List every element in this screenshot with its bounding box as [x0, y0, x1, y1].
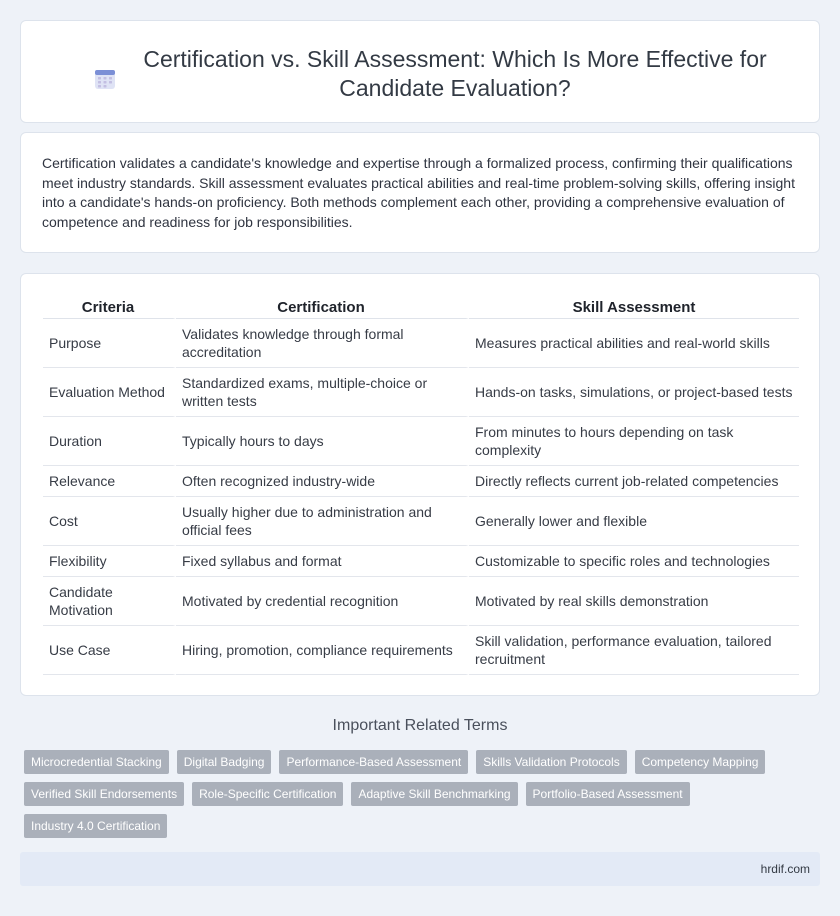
table-row	[43, 319, 799, 368]
skill-assessment-cell: Hands-on tasks, simulations, or project-based tests	[469, 368, 799, 417]
certification-cell: Hiring, promotion, compliance requirements	[176, 626, 469, 675]
table-row	[43, 626, 799, 675]
page-title: Certification vs. Skill Assessment: Which Is More Effective for Candidate Evaluation?	[143, 46, 767, 101]
title-card	[20, 20, 820, 123]
related-term-tag[interactable]: Adaptive Skill Benchmarking	[351, 782, 517, 806]
related-term-tag[interactable]: Portfolio-Based Assessment	[526, 782, 690, 806]
criteria-cell: Cost	[43, 497, 176, 546]
intro-card	[20, 132, 820, 253]
comparison-table	[43, 294, 799, 675]
footer	[20, 852, 820, 886]
related-terms-list	[24, 750, 820, 838]
column-header-criteria: Criteria	[43, 294, 176, 319]
skill-assessment-cell: Customizable to specific roles and technologies	[469, 546, 799, 577]
certification-cell: Fixed syllabus and format	[176, 546, 469, 577]
skill-assessment-cell: Skill validation, performance evaluation, tailored recruitment	[469, 626, 799, 675]
related-term-tag[interactable]: Role-Specific Certification	[192, 782, 343, 806]
column-header-skill-assessment: Skill Assessment	[469, 294, 799, 319]
related-term-tag[interactable]: Competency Mapping	[635, 750, 766, 774]
footer-site-link[interactable]: hrdif.com	[760, 862, 810, 876]
table-header-row	[43, 294, 799, 319]
criteria-cell: Duration	[43, 417, 176, 466]
column-header-certification: Certification	[176, 294, 469, 319]
table-row	[43, 466, 799, 497]
related-term-tag[interactable]: Digital Badging	[177, 750, 272, 774]
skill-assessment-cell: Generally lower and flexible	[469, 497, 799, 546]
certification-cell: Validates knowledge through formal accreditation	[176, 319, 469, 368]
criteria-cell: Flexibility	[43, 546, 176, 577]
criteria-cell: Candidate Motivation	[43, 577, 176, 626]
criteria-cell: Relevance	[43, 466, 176, 497]
table-row	[43, 497, 799, 546]
related-terms-heading: Important Related Terms	[332, 717, 508, 734]
table-row	[43, 546, 799, 577]
related-term-tag[interactable]: Industry 4.0 Certification	[24, 814, 167, 838]
table-row	[43, 417, 799, 466]
certification-cell: Often recognized industry-wide	[176, 466, 469, 497]
related-term-tag[interactable]: Skills Validation Protocols	[476, 750, 627, 774]
criteria-cell: Use Case	[43, 626, 176, 675]
criteria-cell: Evaluation Method	[43, 368, 176, 417]
intro-paragraph: Certification validates a candidate's knowledge and expertise through a formalized process, confirming their qualifications meet industry standards. Skill assessment evaluates practical abilities and real-time problem-solving skills, offering insight into a candidate's hands-on proficiency. Both methods complement each other, providing a comprehensive evaluation of competence and readiness for job responsibilities.	[42, 155, 795, 230]
table-row	[43, 577, 799, 626]
related-term-tag[interactable]: Microcredential Stacking	[24, 750, 169, 774]
certification-cell: Motivated by credential recognition	[176, 577, 469, 626]
skill-assessment-cell: From minutes to hours depending on task complexity	[469, 417, 799, 466]
certification-cell: Typically hours to days	[176, 417, 469, 466]
related-term-tag[interactable]: Verified Skill Endorsements	[24, 782, 184, 806]
comparison-card	[20, 273, 820, 696]
certification-cell: Standardized exams, multiple-choice or written tests	[176, 368, 469, 417]
skill-assessment-cell: Motivated by real skills demonstration	[469, 577, 799, 626]
table-row	[43, 368, 799, 417]
criteria-cell: Purpose	[43, 319, 176, 368]
related-term-tag[interactable]: Performance-Based Assessment	[279, 750, 468, 774]
skill-assessment-cell: Directly reflects current job-related competencies	[469, 466, 799, 497]
certification-cell: Usually higher due to administration and official fees	[176, 497, 469, 546]
skill-assessment-cell: Measures practical abilities and real-world skills	[469, 319, 799, 368]
